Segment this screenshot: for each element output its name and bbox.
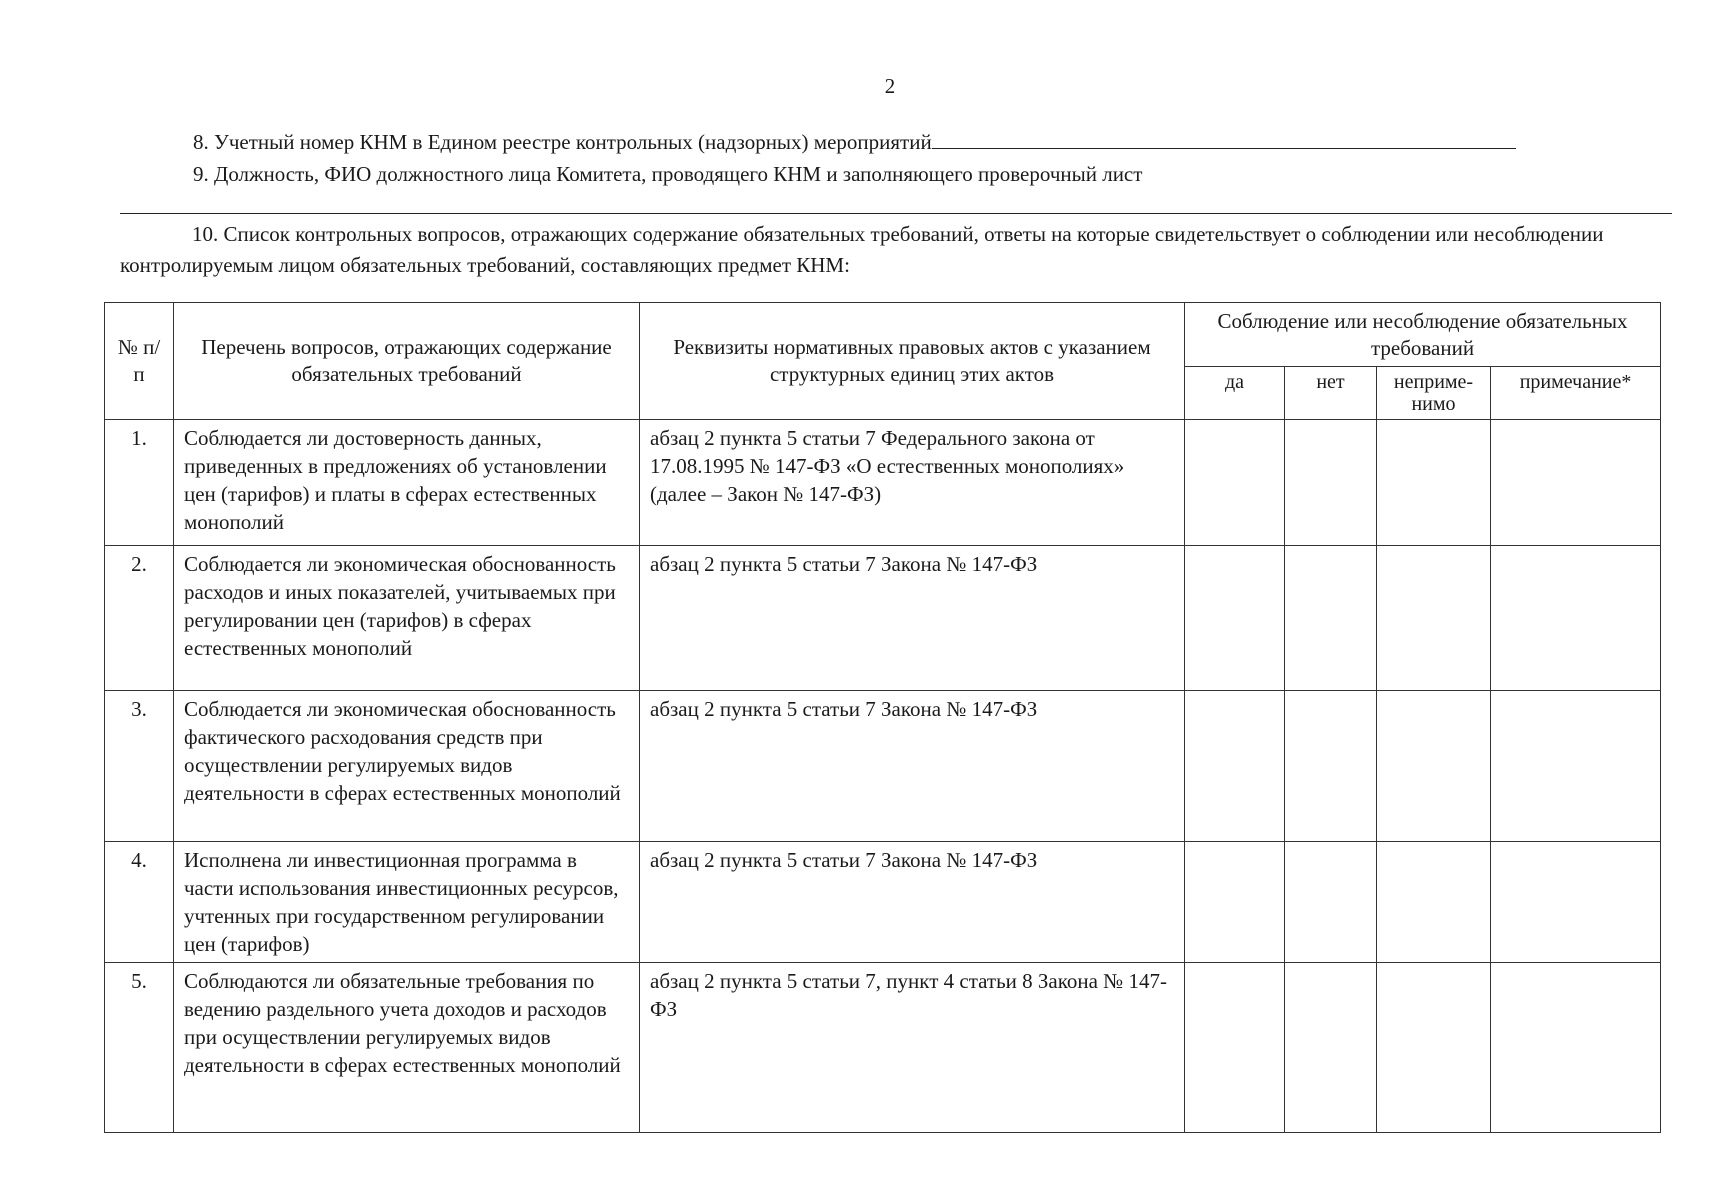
cell-not-applicable[interactable] (1377, 420, 1491, 546)
header-requisites: Реквизиты нормативных правовых актов с указанием структурных единиц этих актов (640, 303, 1185, 420)
row-requisites: абзац 2 пункта 5 статьи 7 Федерального закона от 17.08.1995 № 147-ФЗ «О естественных монополиях» (далее – Закон № 147-ФЗ) (640, 420, 1185, 546)
cell-no[interactable] (1285, 691, 1377, 842)
page-number: 2 (884, 74, 896, 98)
item-10-paragraph (120, 219, 1672, 281)
table-row (105, 420, 1661, 546)
table-header (105, 303, 1661, 420)
checklist-table (104, 302, 1661, 1133)
cell-no[interactable] (1285, 842, 1377, 963)
row-requisites: абзац 2 пункта 5 статьи 7 Закона № 147-ФЗ (640, 546, 1185, 691)
header-no: нет (1285, 367, 1377, 420)
row-question: Исполнена ли инвестиционная программа в части использования инвестиционных ресурсов, учтенных при государственном регулировании цен (тарифов) (174, 842, 640, 963)
item-8-registry-number (193, 130, 1516, 155)
cell-note[interactable] (1491, 691, 1661, 842)
row-question: Соблюдается ли достоверность данных, приведенных в предложениях об установлении цен (тарифов) и платы в сферах естественных монополий (174, 420, 640, 546)
item-9-label: 9. Должность, ФИО должностного лица Комитета, проводящего КНМ и заполняющего проверочный лист (193, 162, 1143, 186)
table-body (105, 420, 1661, 1133)
item-9-inspector (193, 162, 1142, 187)
row-number: 4. (105, 842, 174, 963)
row-number: 5. (105, 963, 174, 1133)
row-question: Соблюдается ли экономическая обоснованность фактического расходования средств при осуществлении регулируемых видов деятельности в сферах естественных монополий (174, 691, 640, 842)
header-not-applicable: неприме-нимо (1377, 367, 1491, 420)
table-row (105, 842, 1661, 963)
cell-yes[interactable] (1185, 963, 1285, 1133)
cell-not-applicable[interactable] (1377, 842, 1491, 963)
cell-yes[interactable] (1185, 420, 1285, 546)
row-number: 3. (105, 691, 174, 842)
item-9-blank-line[interactable] (120, 213, 1672, 214)
cell-no[interactable] (1285, 420, 1377, 546)
cell-not-applicable[interactable] (1377, 691, 1491, 842)
cell-note[interactable] (1491, 842, 1661, 963)
item-10-text: 10. Список контрольных вопросов, отражающих содержание обязательных требований, ответы на которые свидетельствует о соблюдении или несоблюдении контролируемым лицом обязательных требований, составляющих предмет КНМ: (120, 222, 1604, 277)
row-requisites: абзац 2 пункта 5 статьи 7 Закона № 147-ФЗ (640, 691, 1185, 842)
cell-not-applicable[interactable] (1377, 963, 1491, 1133)
cell-not-applicable[interactable] (1377, 546, 1491, 691)
table-row (105, 963, 1661, 1133)
cell-note[interactable] (1491, 420, 1661, 546)
row-number: 2. (105, 546, 174, 691)
cell-no[interactable] (1285, 963, 1377, 1133)
cell-yes[interactable] (1185, 691, 1285, 842)
cell-note[interactable] (1491, 546, 1661, 691)
header-num: № п/п (105, 303, 174, 420)
row-question: Соблюдаются ли обязательные требования по ведению раздельного учета доходов и расходов при осуществлении регулируемых видов деятельности в сферах естественных монополий (174, 963, 640, 1133)
row-requisites: абзац 2 пункта 5 статьи 7, пункт 4 статьи 8 Закона № 147-ФЗ (640, 963, 1185, 1133)
row-requisites: абзац 2 пункта 5 статьи 7 Закона № 147-ФЗ (640, 842, 1185, 963)
header-compliance: Соблюдение или несоблюдение обязательных требований (1185, 303, 1661, 367)
item-8-label: 8. Учетный номер КНМ в Едином реестре контрольных (надзорных) мероприятий (193, 130, 932, 154)
cell-yes[interactable] (1185, 546, 1285, 691)
table-row (105, 546, 1661, 691)
cell-yes[interactable] (1185, 842, 1285, 963)
header-yes: да (1185, 367, 1285, 420)
cell-no[interactable] (1285, 546, 1377, 691)
row-question: Соблюдается ли экономическая обоснованность расходов и иных показателей, учитываемых при регулировании цен (тарифов) в сферах естественных монополий (174, 546, 640, 691)
header-questions: Перечень вопросов, отражающих содержание обязательных требований (174, 303, 640, 420)
item-8-blank-line[interactable] (932, 130, 1516, 149)
cell-note[interactable] (1491, 963, 1661, 1133)
header-note: примечание* (1491, 367, 1661, 420)
row-number: 1. (105, 420, 174, 546)
table-row (105, 691, 1661, 842)
